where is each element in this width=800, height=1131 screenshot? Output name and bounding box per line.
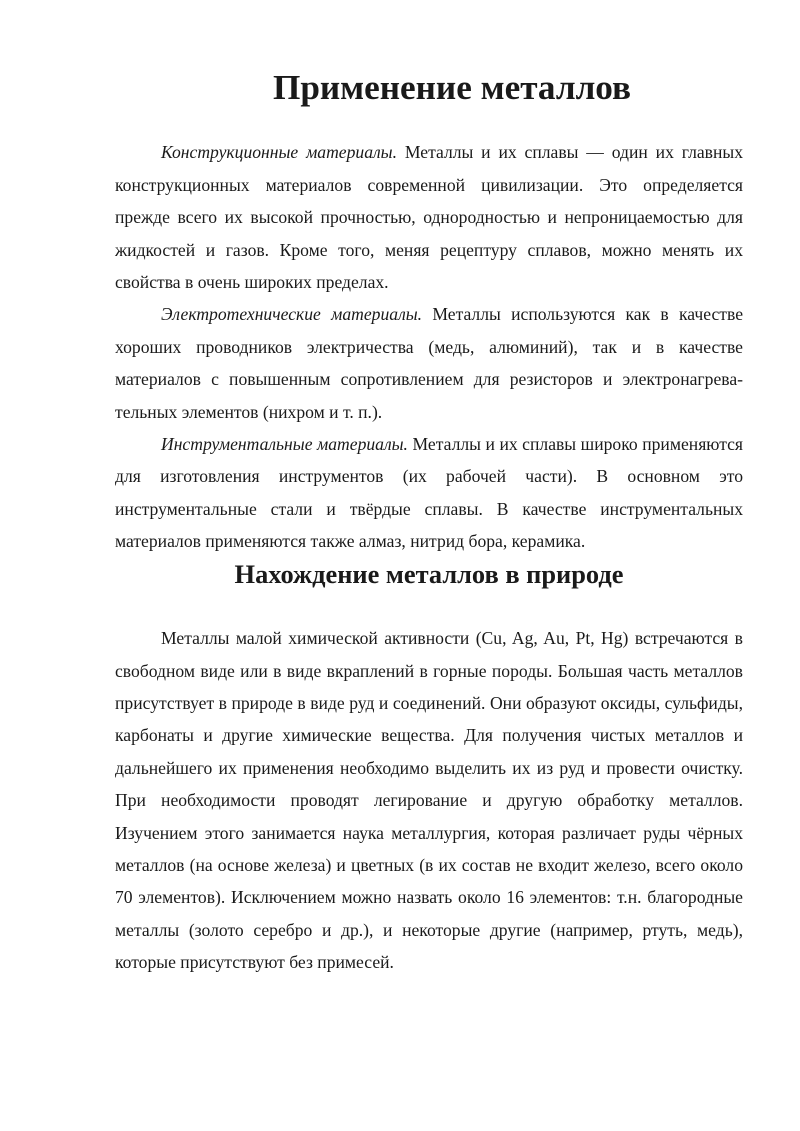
section-title-applications: Применение металлов <box>272 68 632 107</box>
paragraph-structural-materials <box>115 136 743 298</box>
paragraph-text: Металлы и их сплавы широко применяются для изготовления инструментов (их рабочей части). В основном это инструментальные стали и твёрдые сплавы. В качестве инструментальных материалов применяются также алмаз, нитрид бора, керамика. <box>115 434 743 552</box>
term-electrotechnical-materials: Электротехнические материалы. <box>161 304 423 325</box>
term-structural-materials: Конструкционные материалы. <box>161 142 397 163</box>
paragraph-electrotechnical-materials <box>115 298 743 428</box>
paragraph-occurrence: Металлы малой химической активности (Cu, Ag, Au, Pt, Hg) встречаются в свободном виде или в виде вкраплений в горные породы. Большая часть металлов присутствует в природе в виде руд и соединений. Они образуют оксиды, сульфиды, карбонаты и другие химические вещества. Для получения чистых металлов и дальнейшего их применения необходимо выделить их из руд и провести очистку. При необходимости проводят легирование и другую обработку металлов. Изучением этого занимается наука металлургия, которая различает руды чёрных металлов (на основе железа) и цветных (в их состав не входит железо, всего около 70 элементов). Исключением можно назвать около 16 элементов: т.н. благородные металлы (золото серебро и др.), и некоторые другие (например, ртуть, медь), которые присутствуют без примесей. <box>115 628 743 973</box>
paragraph-text: Металлы используются как в качестве хороших проводников электричества (медь, алюминий), так и в качестве материалов с повышенным сопротивлением для резисторов и электронагревательных элементов (нихром и т. п.). <box>115 304 744 422</box>
section-title-occurrence: Нахождение металлов в природе <box>234 558 624 589</box>
paragraph-tool-materials <box>115 428 743 558</box>
document-page <box>115 68 744 979</box>
paragraph-text: Металлы и их сплавы — один их главных конструкционных материалов современной цивилизации. Это определяется прежде всего их высокой прочностью, однородностью и непроницаемостью для жидкостей и газов. Кроме того, меняя рецептуру сплавов, можно менять их свойства в очень широких пределах. <box>115 142 743 293</box>
term-tool-materials: Инструментальные материалы. <box>161 434 408 455</box>
